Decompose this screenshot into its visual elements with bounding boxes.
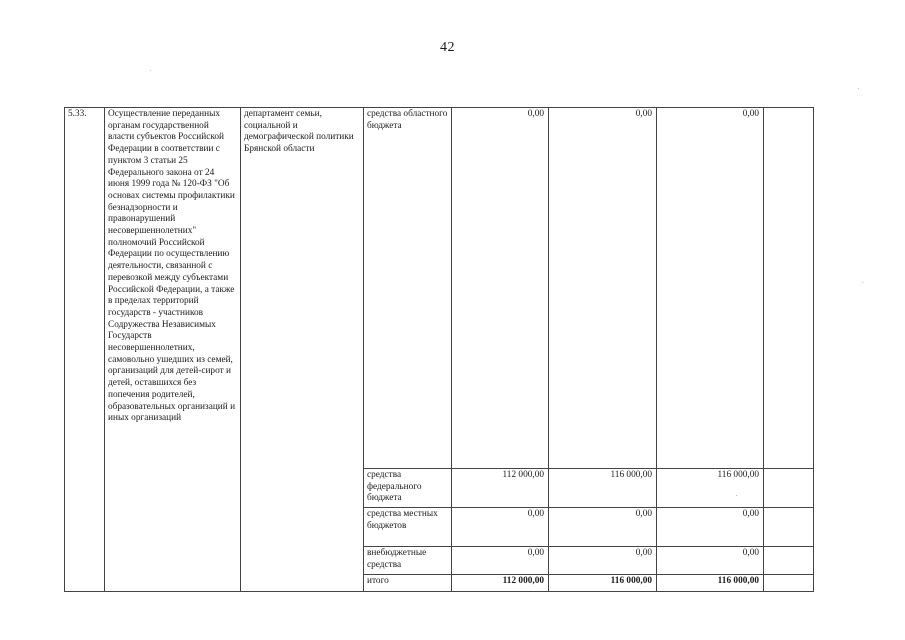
funding-source: средства местных бюджетов: [364, 508, 452, 547]
responsible-executor: департамент семьи, социальной и демографической политики Брянской области: [241, 108, 364, 592]
empty-cell: [764, 469, 814, 508]
empty-cell: [764, 508, 814, 547]
program-table: [64, 107, 814, 592]
page-number: 42: [440, 40, 455, 55]
funding-value: 0,00: [452, 508, 549, 547]
funding-value: 0,00: [657, 108, 764, 469]
empty-cell: [764, 575, 814, 592]
funding-source: средства областного бюджета: [364, 108, 452, 469]
funding-value: 0,00: [549, 547, 657, 575]
total-value: 116 000,00: [549, 575, 657, 592]
funding-value: 116 000,00: [549, 469, 657, 508]
total-value: 112 000,00: [452, 575, 549, 592]
funding-value: 0,00: [657, 508, 764, 547]
funding-value: 0,00: [452, 108, 549, 469]
row-number: 5.33.: [65, 108, 105, 592]
funding-source: средства федерального бюджета: [364, 469, 452, 508]
empty-cell: [764, 547, 814, 575]
table-row: [65, 108, 814, 469]
funding-source-total: итого: [364, 575, 452, 592]
scan-speck: [150, 70, 151, 71]
scan-speck: [736, 495, 737, 496]
funding-value: 112 000,00: [452, 469, 549, 508]
scan-speck: [858, 88, 859, 89]
total-value: 116 000,00: [657, 575, 764, 592]
measure-description: Осуществление переданных органам государственной власти субъектов Российской Федерации в соответствии с пунктом 3 статьи 25 Федерального закона от 24 июня 1999 года № 120-ФЗ "Об основах системы профилактики безнадзорности и правонарушений несовершеннолетних" полномочий Российской Федерации по осуществлению деятельности, связанной с перевозкой между субъектами Российской Федерации, а также в пределах территорий государств - участников Содружества Независимых Государств несовершеннолетних, самовольно ушедших из семей, организаций для детей-сирот и детей, оставшихся без попечения родителей, образовательных организаций и иных организаций: [105, 108, 241, 592]
funding-source: внебюджетные средства: [364, 547, 452, 575]
empty-cell: [764, 108, 814, 469]
scan-speck: [862, 282, 863, 283]
funding-value: 0,00: [549, 108, 657, 469]
funding-value: 116 000,00: [657, 469, 764, 508]
funding-value: 0,00: [657, 547, 764, 575]
funding-value: 0,00: [549, 508, 657, 547]
funding-value: 0,00: [452, 547, 549, 575]
